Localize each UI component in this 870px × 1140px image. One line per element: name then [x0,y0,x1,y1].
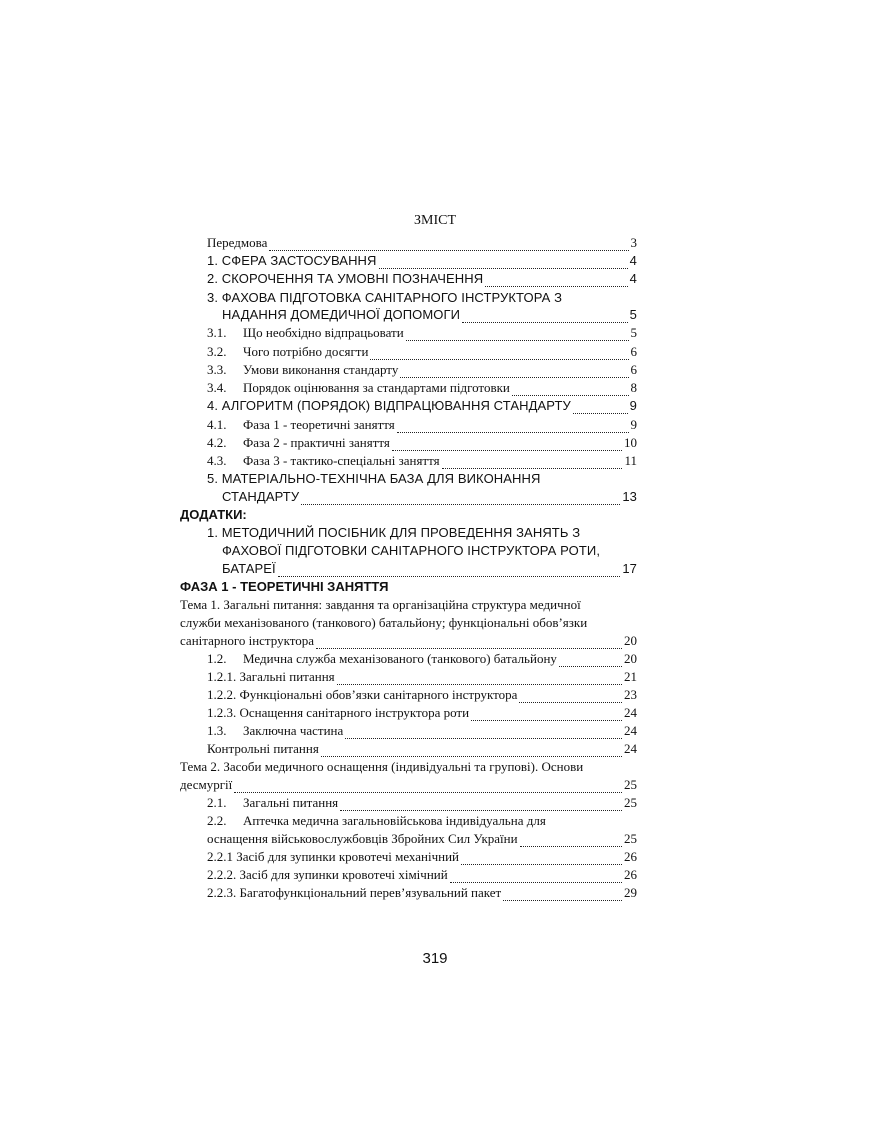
toc-entry: 1.2. Медична служба механізованого (танкового) батальйону 20 [207,651,637,666]
toc-entry: 3.4. Порядок оцінювання за стандартами підготовки 8 [207,380,637,395]
toc-entry: 1.2.3. Оснащення санітарного інструктора роти 24 [207,705,637,720]
toc-entry: 1.2.1. Загальні питання 21 [207,669,637,684]
toc-entry: 2.2.1 Засіб для зупинки кровотечі механічний 26 [207,849,637,864]
toc-entry: ФАХОВОЇ ПІДГОТОВКИ САНІТАРНОГО ІНСТРУКТОРА РОТИ, [222,543,601,558]
toc-entry: Контрольні питання 24 [207,741,637,756]
toc-entry: Тема 2. Засоби медичного оснащення (індивідуальні та групові). Основи [180,759,584,774]
toc-entry: 3.1. Що необхідно відпрацьовати 5 [207,325,637,340]
toc-entry: служби механізованого (танкового) батальйону; функціональні обов’язки [180,615,588,630]
toc-entry: десмургії 25 [180,777,637,792]
appendix-heading: ДОДАТКИ: [180,507,247,522]
toc-entry: БАТАРЕЇ 17 [222,561,637,576]
toc-entry: 2.2.2. Засіб для зупинки кровотечі хімічний 26 [207,867,637,882]
toc-entry: СТАНДАРТУ 13 [222,489,637,504]
page-number: 319 [422,950,448,967]
toc-entry: 4.1. Фаза 1 - теоретичні заняття 9 [207,417,637,432]
toc-entry: 2.2. Аптечка медична загальновійськова індивідуальна для [207,813,546,828]
toc-title: ЗМІСТ [413,213,456,228]
phase-heading: ФАЗА 1 - ТЕОРЕТИЧНІ ЗАНЯТТЯ [180,579,389,594]
toc-entry: 2.2.3. Багатофункціональний перев’язувальний пакет 29 [207,885,637,900]
toc-entry: оснащення військовослужбовців Збройних Сил України 25 [207,831,637,846]
toc-entry: 4.2. Фаза 2 - практичні заняття 10 [207,435,637,450]
toc-entry: 1.3. Заключна частина 24 [207,723,637,738]
toc-entry: 3.3. Умови виконання стандарту 6 [207,362,637,377]
toc-entry: санітарного інструктора 20 [180,633,637,648]
toc-entry: 5. МАТЕРІАЛЬНО-ТЕХНІЧНА БАЗА ДЛЯ ВИКОНАННЯ [207,471,541,486]
toc-entry: 4.3. Фаза 3 - тактико-спеціальні заняття 11 [207,453,637,468]
toc-entry: 1. МЕТОДИЧНИЙ ПОСІБНИК ДЛЯ ПРОВЕДЕННЯ ЗАНЯТЬ З [207,525,581,540]
toc-entry: 2. СКОРОЧЕННЯ ТА УМОВНІ ПОЗНАЧЕННЯ 4 [207,271,637,286]
toc-entry: Тема 1. Загальні питання: завдання та організаційна структура медичної [180,597,581,612]
toc-entry: 4. АЛГОРИТМ (ПОРЯДОК) ВІДПРАЦЮВАННЯ СТАНДАРТУ 9 [207,398,637,413]
toc-entry: 3.2. Чого потрібно досягти 6 [207,344,637,359]
toc-entry: НАДАННЯ ДОМЕДИЧНОЇ ДОПОМОГИ 5 [222,307,637,322]
toc-entry: 1.2.2. Функціональні обов’язки санітарного інструктора 23 [207,687,637,702]
toc-entry: 2.1. Загальні питання 25 [207,795,637,810]
toc-entry: 3. ФАХОВА ПІДГОТОВКА САНІТАРНОГО ІНСТРУКТОРА З [207,290,563,305]
toc-entry: Передмова 3 [207,235,637,250]
toc-entry: 1. СФЕРА ЗАСТОСУВАННЯ 4 [207,253,637,268]
